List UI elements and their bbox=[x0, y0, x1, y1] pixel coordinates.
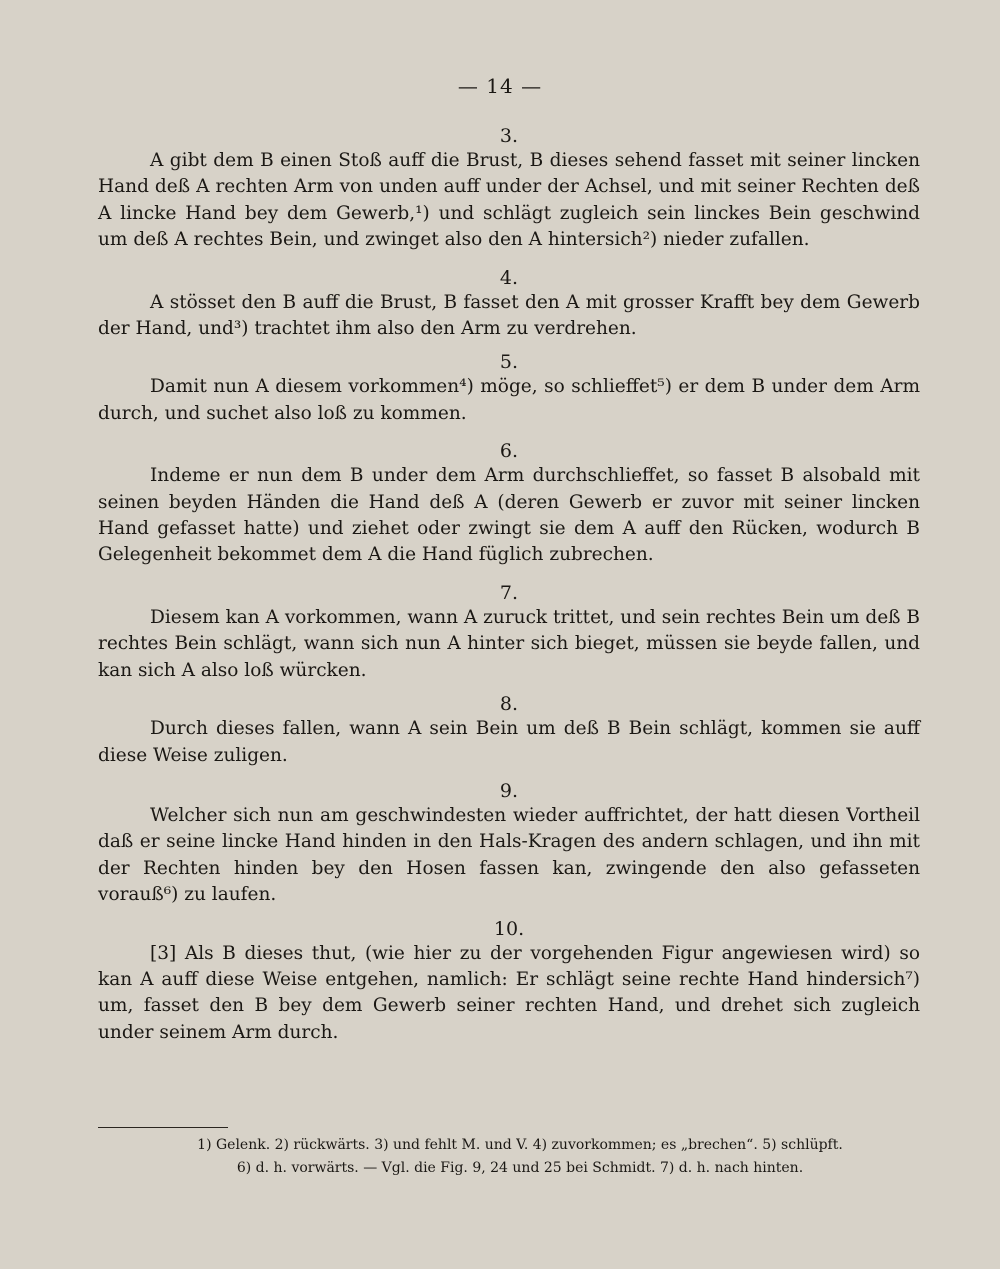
section-number: 5. bbox=[499, 351, 519, 374]
section-6 bbox=[98, 439, 920, 569]
section-paragraph: Durch dieses fallen, wann A sein Bein um deß B Bein schlägt, kommen sie auff diese Weise zuligen. bbox=[98, 718, 920, 766]
section-paragraph: A stösset den B auff die Brust, B fasset den A mit grosser Krafft bey dem Gewerb der Hand, und³) trachtet ihm also den Arm zu verdrehen. bbox=[98, 291, 920, 340]
section-9 bbox=[98, 779, 920, 909]
section-number: 4. bbox=[499, 266, 519, 289]
section-paragraph: Indeme er nun dem B under dem Arm durchschlieffet, so fasset B alsobald mit seinen beyden Händen die Hand deß A (deren Gewerb er zuvor mit seiner lincken Hand gefasset hatte) und ziehet oder zwingt sie dem A auff den Rücken, wodurch B Gelegenheit bekommet dem A die Hand füglich zubrechen. bbox=[98, 465, 920, 566]
section-10 bbox=[98, 917, 920, 1047]
section-number: 9. bbox=[499, 779, 519, 802]
section-number: 6. bbox=[499, 440, 519, 463]
section-paragraph: Welcher sich nun am geschwindesten wieder auffrichtet, der hatt diesen Vortheil daß er seine lincke Hand hinden in den Hals-Kragen des andern schlagen, und ihn mit der Rechten hinden bey den Hosen fassen kan, zwingende den also gefasseten vorauß⁶) zu laufen. bbox=[98, 804, 920, 906]
section-paragraph: [3] Als B dieses thut, (wie hier zu der vorgehenden Figur angewiesen wird) so kan A auff diese Weise entgehen, namlich: Er schlägt seine rechte Hand hindersich⁷) um, fasset den B bey dem Gewerb seiner rechten Hand, und drehet sich zugleich under seinem Arm durch. bbox=[98, 942, 920, 1043]
section-number: 8. bbox=[499, 693, 519, 716]
page-number: — 14 — bbox=[457, 74, 543, 98]
footnote-line: 6) d. h. vorwärts. — Vgl. die Fig. 9, 24 und 25 bei Schmidt. 7) d. h. nach hinten. bbox=[236, 1160, 804, 1176]
main-text bbox=[98, 124, 920, 1046]
section-5 bbox=[98, 350, 920, 427]
section-number: 10. bbox=[493, 917, 525, 940]
footnote-line: 1) Gelenk. 2) rückwärts. 3) und fehlt M. und V. 4) zuvorkommen; es „brechen“. 5) schlüpft. bbox=[197, 1137, 843, 1153]
section-paragraph: A gibt dem B einen Stoß auff die Brust, B dieses sehend fasset mit seiner lincken Hand deß A rechten Arm von unden auff under der Achsel, und mit seiner Rechten deß A lincke Hand bey dem Gewerb,¹) und schlägt zugleich sein linckes Bein geschwind um deß A rechtes Bein, und zwinget also den A hintersich²) nieder zufallen. bbox=[98, 150, 920, 251]
footnote-divider bbox=[98, 1127, 228, 1128]
section-3 bbox=[98, 124, 920, 254]
section-8 bbox=[98, 692, 920, 769]
section-number: 3. bbox=[499, 125, 519, 147]
section-number: 7. bbox=[499, 581, 519, 604]
footnotes bbox=[120, 1134, 920, 1180]
section-paragraph: Diesem kan A vorkommen, wann A zuruck trittet, und sein rechtes Bein um deß B rechtes Bein schlägt, wann sich nun A hinter sich bieget, müssen sie beyde fallen, und kan sich A also loß würcken. bbox=[98, 606, 920, 681]
section-4 bbox=[98, 266, 920, 343]
section-7 bbox=[98, 581, 920, 684]
section-paragraph: Damit nun A diesem vorkommen⁴) möge, so schlieffet⁵) er dem B under dem Arm durch, und suchet also loß zu kommen. bbox=[98, 376, 920, 424]
